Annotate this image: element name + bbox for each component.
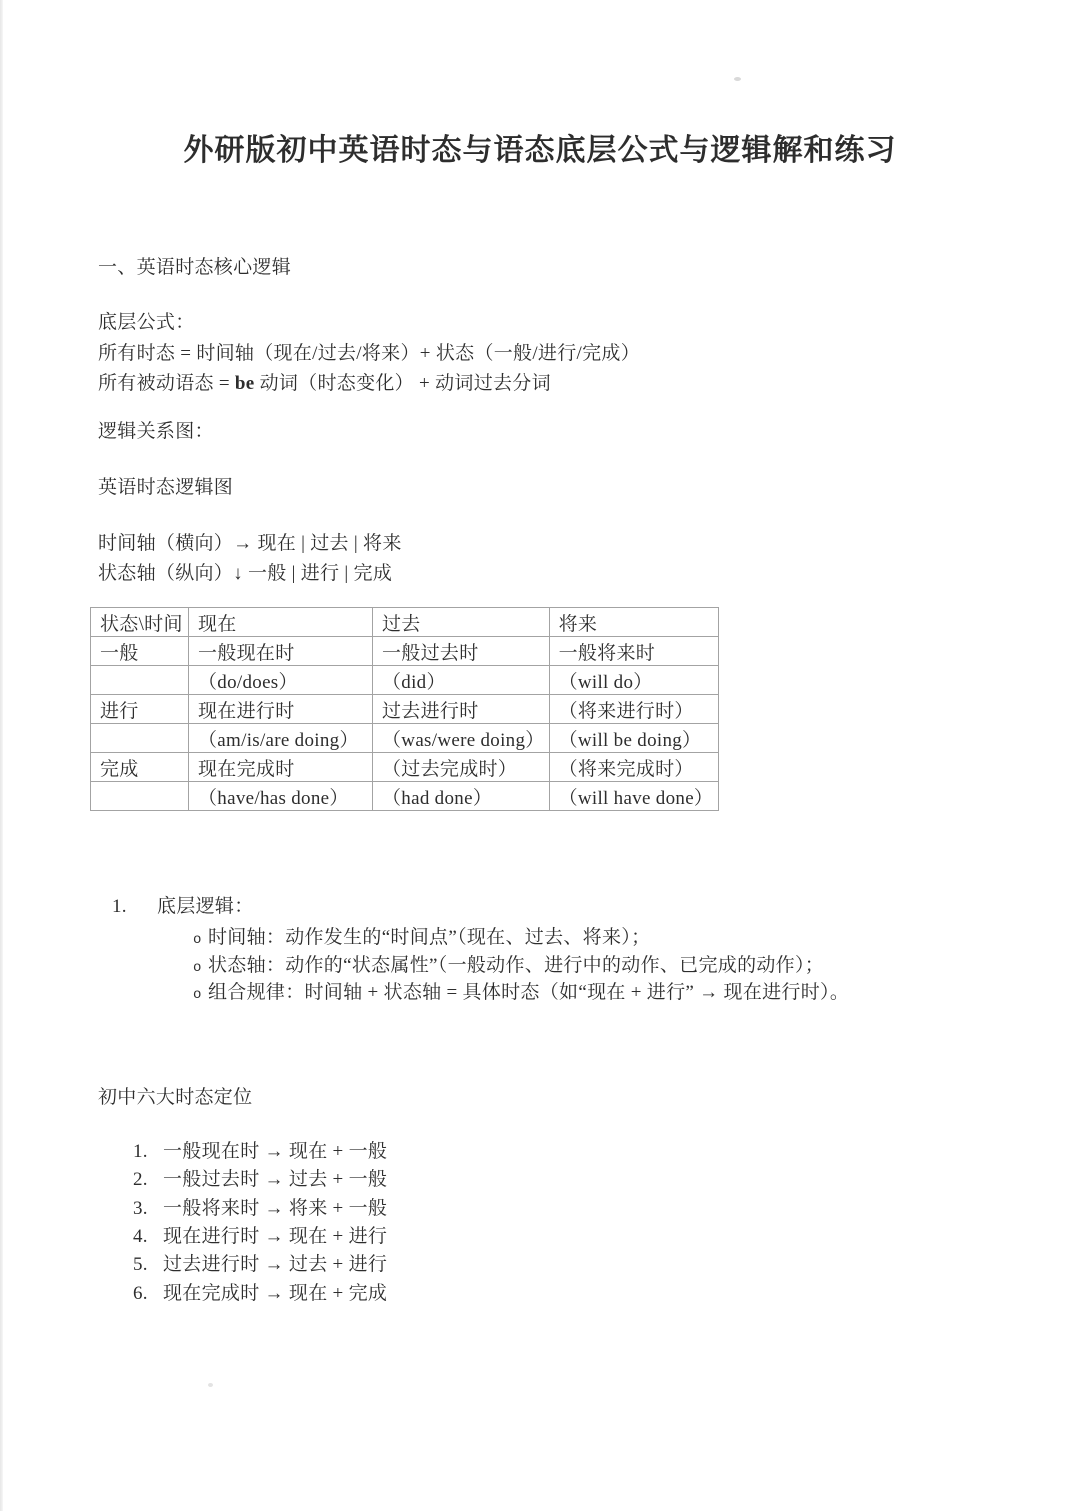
bullet-text: 时间轴：动作发生的“时间点”（现在、过去、将来）；: [208, 927, 651, 948]
list-item-text: 现在完成时 → 现在 + 完成: [163, 1283, 388, 1304]
core-logic-item: [112, 896, 254, 918]
list-number: 4.: [133, 1226, 148, 1247]
bullet-text: 组合规律：时间轴 + 状态轴 = 具体时态（如“现在 + 进行” → 现在进行时）。: [208, 982, 850, 1003]
bullet-text: 状态轴：动作的“状态属性”（一般动作、进行中的动作、已完成的动作）；: [208, 955, 825, 976]
list-item: [133, 1254, 387, 1276]
table-cell: [91, 666, 189, 695]
table-header-cell: 过去: [373, 608, 550, 637]
list-item: [133, 1169, 387, 1191]
table-header-cell: 将来: [549, 608, 718, 637]
table-cell: 现在进行时: [189, 695, 373, 724]
table-cell: 过去进行时: [373, 695, 550, 724]
list-item: [133, 1141, 387, 1163]
formula-passive-be: be: [234, 373, 255, 394]
formula-label: 底层公式：: [98, 312, 195, 333]
table-cell: （过去完成时）: [373, 753, 550, 782]
list-number: 1.: [133, 1141, 148, 1162]
table-cell: （will have done）: [549, 782, 718, 811]
list-item-text: 一般将来时 → 将来 + 一般: [163, 1198, 388, 1219]
table-cell: 一般现在时: [189, 637, 373, 666]
scan-edge-shadow: [0, 0, 3, 1511]
six-tenses-heading: 初中六大时态定位: [98, 1087, 253, 1108]
bullet-marker: o: [193, 960, 202, 976]
table-cell: （will do）: [549, 666, 718, 695]
relation-label: 逻辑关系图：: [98, 421, 214, 442]
table-cell: （did）: [373, 666, 550, 695]
formula-passive-suffix: 动词（时态变化） + 动词过去分词: [254, 373, 551, 394]
list-number: 6.: [133, 1283, 148, 1304]
table-cell: [91, 782, 189, 811]
list-number: 3.: [133, 1198, 148, 1219]
core-logic-label: 底层逻辑：: [157, 896, 254, 917]
scan-artifact-dot: [208, 1383, 213, 1387]
table-cell: 现在完成时: [189, 753, 373, 782]
table-header-cell: 状态\时间: [91, 608, 189, 637]
list-number: 2.: [133, 1169, 148, 1190]
list-number: 1.: [112, 896, 127, 917]
table-cell: （am/is/are doing）: [189, 724, 373, 753]
tense-table-header-row: [91, 608, 719, 637]
table-cell: 一般将来时: [549, 637, 718, 666]
table-row: [91, 695, 719, 724]
list-item-text: 一般现在时 → 现在 + 一般: [163, 1141, 388, 1162]
table-row: [91, 724, 719, 753]
formula-passive-prefix: 所有被动语态 =: [98, 373, 235, 394]
axis-state-line: 状态轴（纵向）↓ 一般 | 进行 | 完成: [98, 563, 393, 584]
scan-artifact-dot: [734, 77, 741, 81]
bullet-marker: o: [193, 932, 202, 948]
list-number: 5.: [133, 1254, 148, 1275]
table-cell: 进行: [91, 695, 189, 724]
table-cell: 一般过去时: [373, 637, 550, 666]
table-row: [91, 637, 719, 666]
table-cell: （将来完成时）: [549, 753, 718, 782]
list-item-text: 一般过去时 → 过去 + 一般: [163, 1169, 388, 1190]
section-heading: 一、英语时态核心逻辑: [98, 257, 292, 278]
bullet-marker: o: [193, 987, 202, 1003]
list-item-text: 现在进行时 → 现在 + 进行: [163, 1226, 388, 1247]
table-row: [91, 782, 719, 811]
table-cell: （do/does）: [189, 666, 373, 695]
table-cell: 一般: [91, 637, 189, 666]
table-cell: （will be doing）: [549, 724, 718, 753]
list-item: [133, 1226, 387, 1248]
formula-tense: 所有时态 = 时间轴（现在/过去/将来）+ 状态（一般/进行/完成）: [98, 343, 640, 364]
list-item: [133, 1283, 387, 1305]
table-cell: （had done）: [373, 782, 550, 811]
list-item: [133, 1198, 387, 1220]
list-item-text: 过去进行时 → 过去 + 进行: [163, 1254, 388, 1275]
table-row: [91, 753, 719, 782]
table-cell: [91, 724, 189, 753]
table-cell: 完成: [91, 753, 189, 782]
tense-table: [90, 607, 719, 811]
table-cell: （将来进行时）: [549, 695, 718, 724]
core-logic-bullet: [193, 927, 650, 949]
axis-time-line: 时间轴（横向）→ 现在 | 过去 | 将来: [98, 533, 402, 554]
document-title: 外研版初中英语时态与语态底层公式与逻辑解和练习: [183, 134, 897, 167]
diagram-title: 英语时态逻辑图: [98, 477, 234, 498]
table-row: [91, 666, 719, 695]
core-logic-bullet: [193, 982, 849, 1004]
table-cell: （have/has done）: [189, 782, 373, 811]
core-logic-bullet: [193, 955, 824, 977]
table-header-cell: 现在: [189, 608, 373, 637]
table-cell: （was/were doing）: [373, 724, 550, 753]
formula-passive: [98, 373, 551, 395]
